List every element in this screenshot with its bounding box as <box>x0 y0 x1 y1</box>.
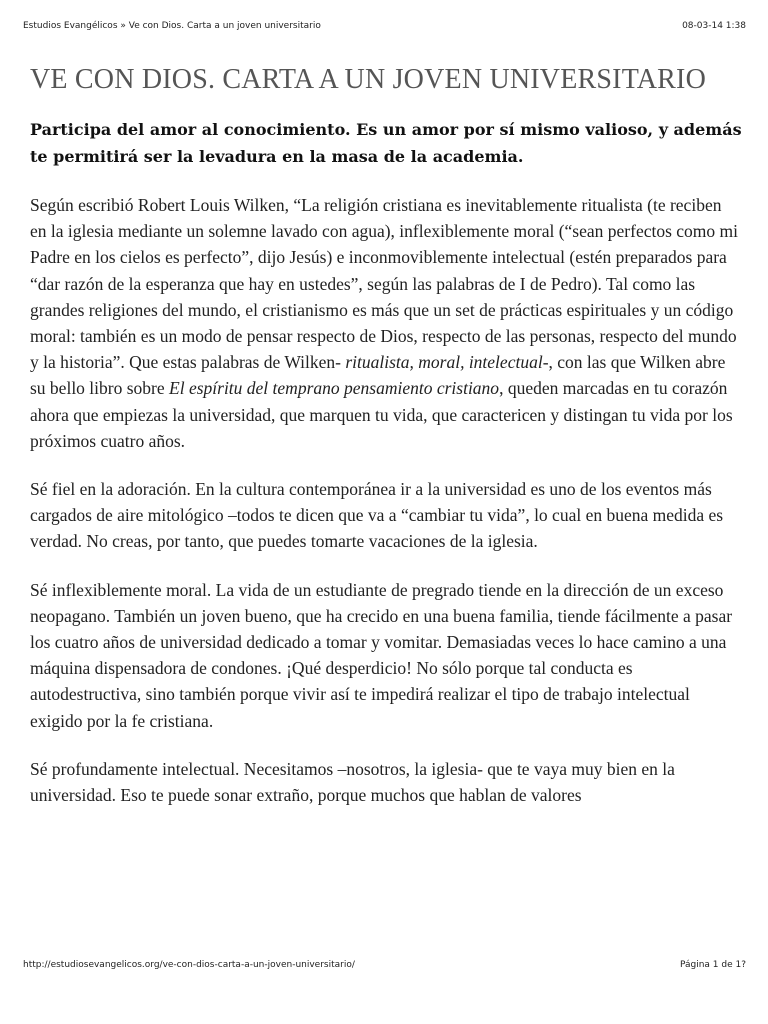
paragraph-4: Sé profundamente intelectual. Necesitamos –nosotros, la iglesia- que te vaya muy bien en la universidad. Eso te puede sonar extraño, porque muchos que hablan de valores <box>30 758 675 806</box>
paragraph-1 <box>30 192 742 454</box>
paragraph-2: Sé fiel en la adoración. En la cultura contemporánea ir a la universidad es uno de los eventos más cargados de aire mitológico –todos te dicen que va a “cambiar tu vida”, lo cual en buena medida es verdad. No creas, por tanto, que puedes tomarte vacaciones de la iglesia. <box>30 479 724 552</box>
footer-page-number: Página 1 de 1? <box>679 960 746 970</box>
article-lead: Participa del amor al conocimiento. Es un amor por sí mismo valioso, y además te permitirá ser la levadura en la masa de la academia. <box>30 120 742 166</box>
header-datetime: 08-03-14 1:38 <box>682 21 746 31</box>
paragraph-1-text-e: , queden marcadas en tu corazón ahora que empiezas la universidad, que marquen tu vida, que caractericen y distingan tu vida por los próximos cuatro años. <box>30 378 733 451</box>
paragraph-1-emphasis: ritualista, moral, intelectual <box>345 352 543 373</box>
book-title: El espíritu del temprano pensamiento cristiano <box>169 378 500 399</box>
article-body <box>30 62 742 808</box>
header-breadcrumb: Estudios Evangélicos » Ve con Dios. Carta a un joven universitario <box>23 21 321 31</box>
footer-url: http://estudiosevangelicos.org/ve-con-dios-carta-a-un-joven-universitario/ <box>23 960 355 970</box>
paragraph-1-text-a: Según escribió Robert Louis Wilken, “La religión cristiana es inevitablemente ritualista (te reciben en la iglesia mediante un solemne lavado con agua), inflexiblemente moral (“sean perfectos como mi Padre en los cielos es perfecto”, dijo Jesús) e inconmoviblemente intelectual (estén preparados para “dar razón de la esperanza que hay en ustedes”, según las palabras de I de Pedro). Tal como las grandes religiones del mundo, el cristianismo es más que un set de prácticas espirituales y un código moral: también es un modo de pensar respecto de Dios, respecto de las personas, respecto del mundo y la historia”. Que estas palabras de Wilken- <box>30 195 738 373</box>
paragraph-1-text-c: -, con las que Wilken abre su bello libro sobre <box>30 352 726 399</box>
article-title: VE CON DIOS. CARTA A UN JOVEN UNIVERSITARIO <box>30 64 707 95</box>
paragraph-3: Sé inflexiblemente moral. La vida de un estudiante de pregrado tiende en la dirección de un exceso neopagano. También un joven bueno, que ha crecido en una buena familia, tiende fácilmente a pasar los cuatro años de universidad dedicado a tomar y vomitar. Demasiadas veces lo hace camino a una máquina dispensadora de condones. ¡Qué desperdicio! No sólo porque tal conducta es autodestructiva, sino también porque vivir así te impedirá realizar el tipo de trabajo intelectual exigido por la fe cristiana. <box>30 579 733 731</box>
